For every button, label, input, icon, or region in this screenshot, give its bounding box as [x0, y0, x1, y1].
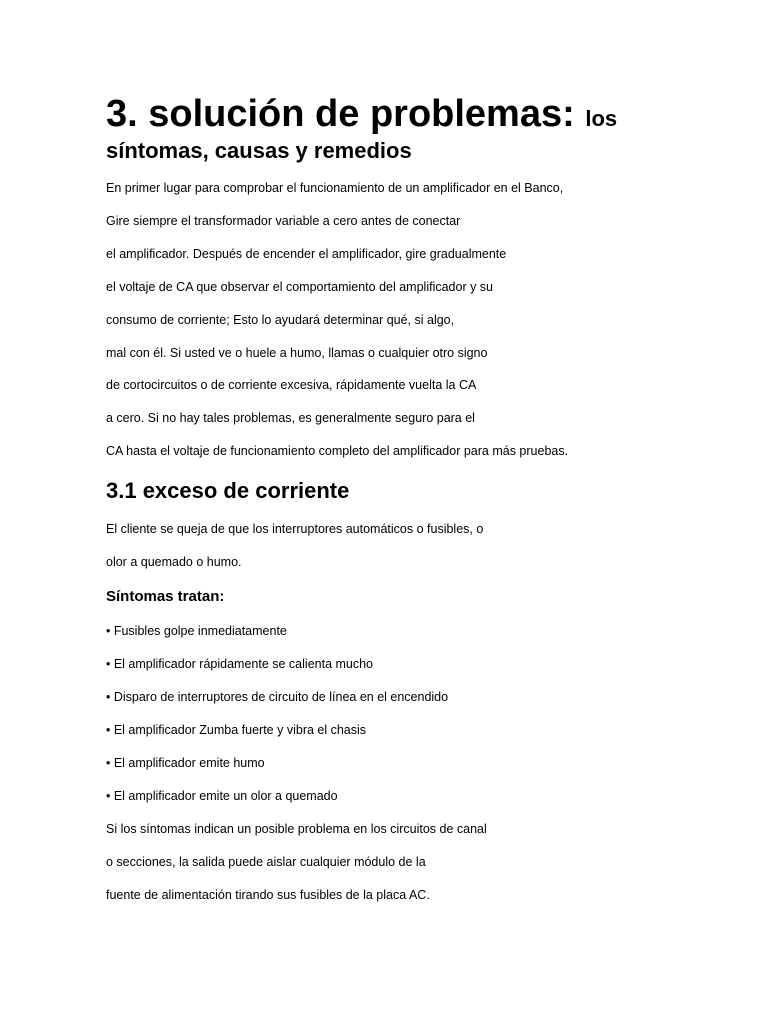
intro-line: mal con él. Si usted ve o huele a humo, llamas o cualquier otro signo [106, 346, 488, 360]
intro-line: de cortocircuitos o de corriente excesiva, rápidamente vuelta la CA [106, 378, 477, 392]
section-heading: 3.1 exceso de corriente [106, 478, 350, 503]
closing-line: o secciones, la salida puede aislar cualquier módulo de la [106, 855, 426, 869]
symptom-bullet: • El amplificador rápidamente se calienta mucho [106, 657, 374, 671]
symptom-bullet: • Fusibles golpe inmediatamente [106, 624, 287, 638]
symptom-bullet: • El amplificador emite un olor a quemado [106, 789, 338, 803]
intro-line: En primer lugar para comprobar el funcionamiento de un amplificador en el Banco, [106, 181, 564, 195]
symptom-bullet: • Disparo de interruptores de circuito de línea en el encendido [106, 690, 449, 704]
section-line: olor a quemado o humo. [106, 555, 242, 569]
symptom-bullet: • El amplificador Zumba fuerte y vibra el chasis [106, 723, 367, 737]
title-tail: los [585, 106, 618, 131]
intro-line: CA hasta el voltaje de funcionamiento completo del amplificador para más pruebas. [106, 444, 569, 458]
intro-line: Gire siempre el transformador variable a cero antes de conectar [106, 214, 461, 228]
title-main: 3. solución de problemas: [106, 93, 575, 135]
symptoms-heading: Síntomas tratan: [106, 588, 225, 605]
closing-line: fuente de alimentación tirando sus fusibles de la placa AC. [106, 888, 430, 902]
intro-line: el amplificador. Después de encender el amplificador, gire gradualmente [106, 247, 507, 261]
closing-line: Si los síntomas indican un posible problema en los circuitos de canal [106, 822, 487, 836]
intro-line: a cero. Si no hay tales problemas, es generalmente seguro para el [106, 411, 475, 425]
page-subtitle: síntomas, causas y remedios [106, 138, 412, 163]
intro-line: el voltaje de CA que observar el comportamiento del amplificador y su [106, 280, 494, 294]
intro-line: consumo de corriente; Esto lo ayudará determinar qué, si algo, [106, 313, 455, 327]
section-line: El cliente se queja de que los interruptores automáticos o fusibles, o [106, 522, 484, 536]
symptom-bullet: • El amplificador emite humo [106, 756, 265, 770]
page-title [106, 92, 617, 141]
